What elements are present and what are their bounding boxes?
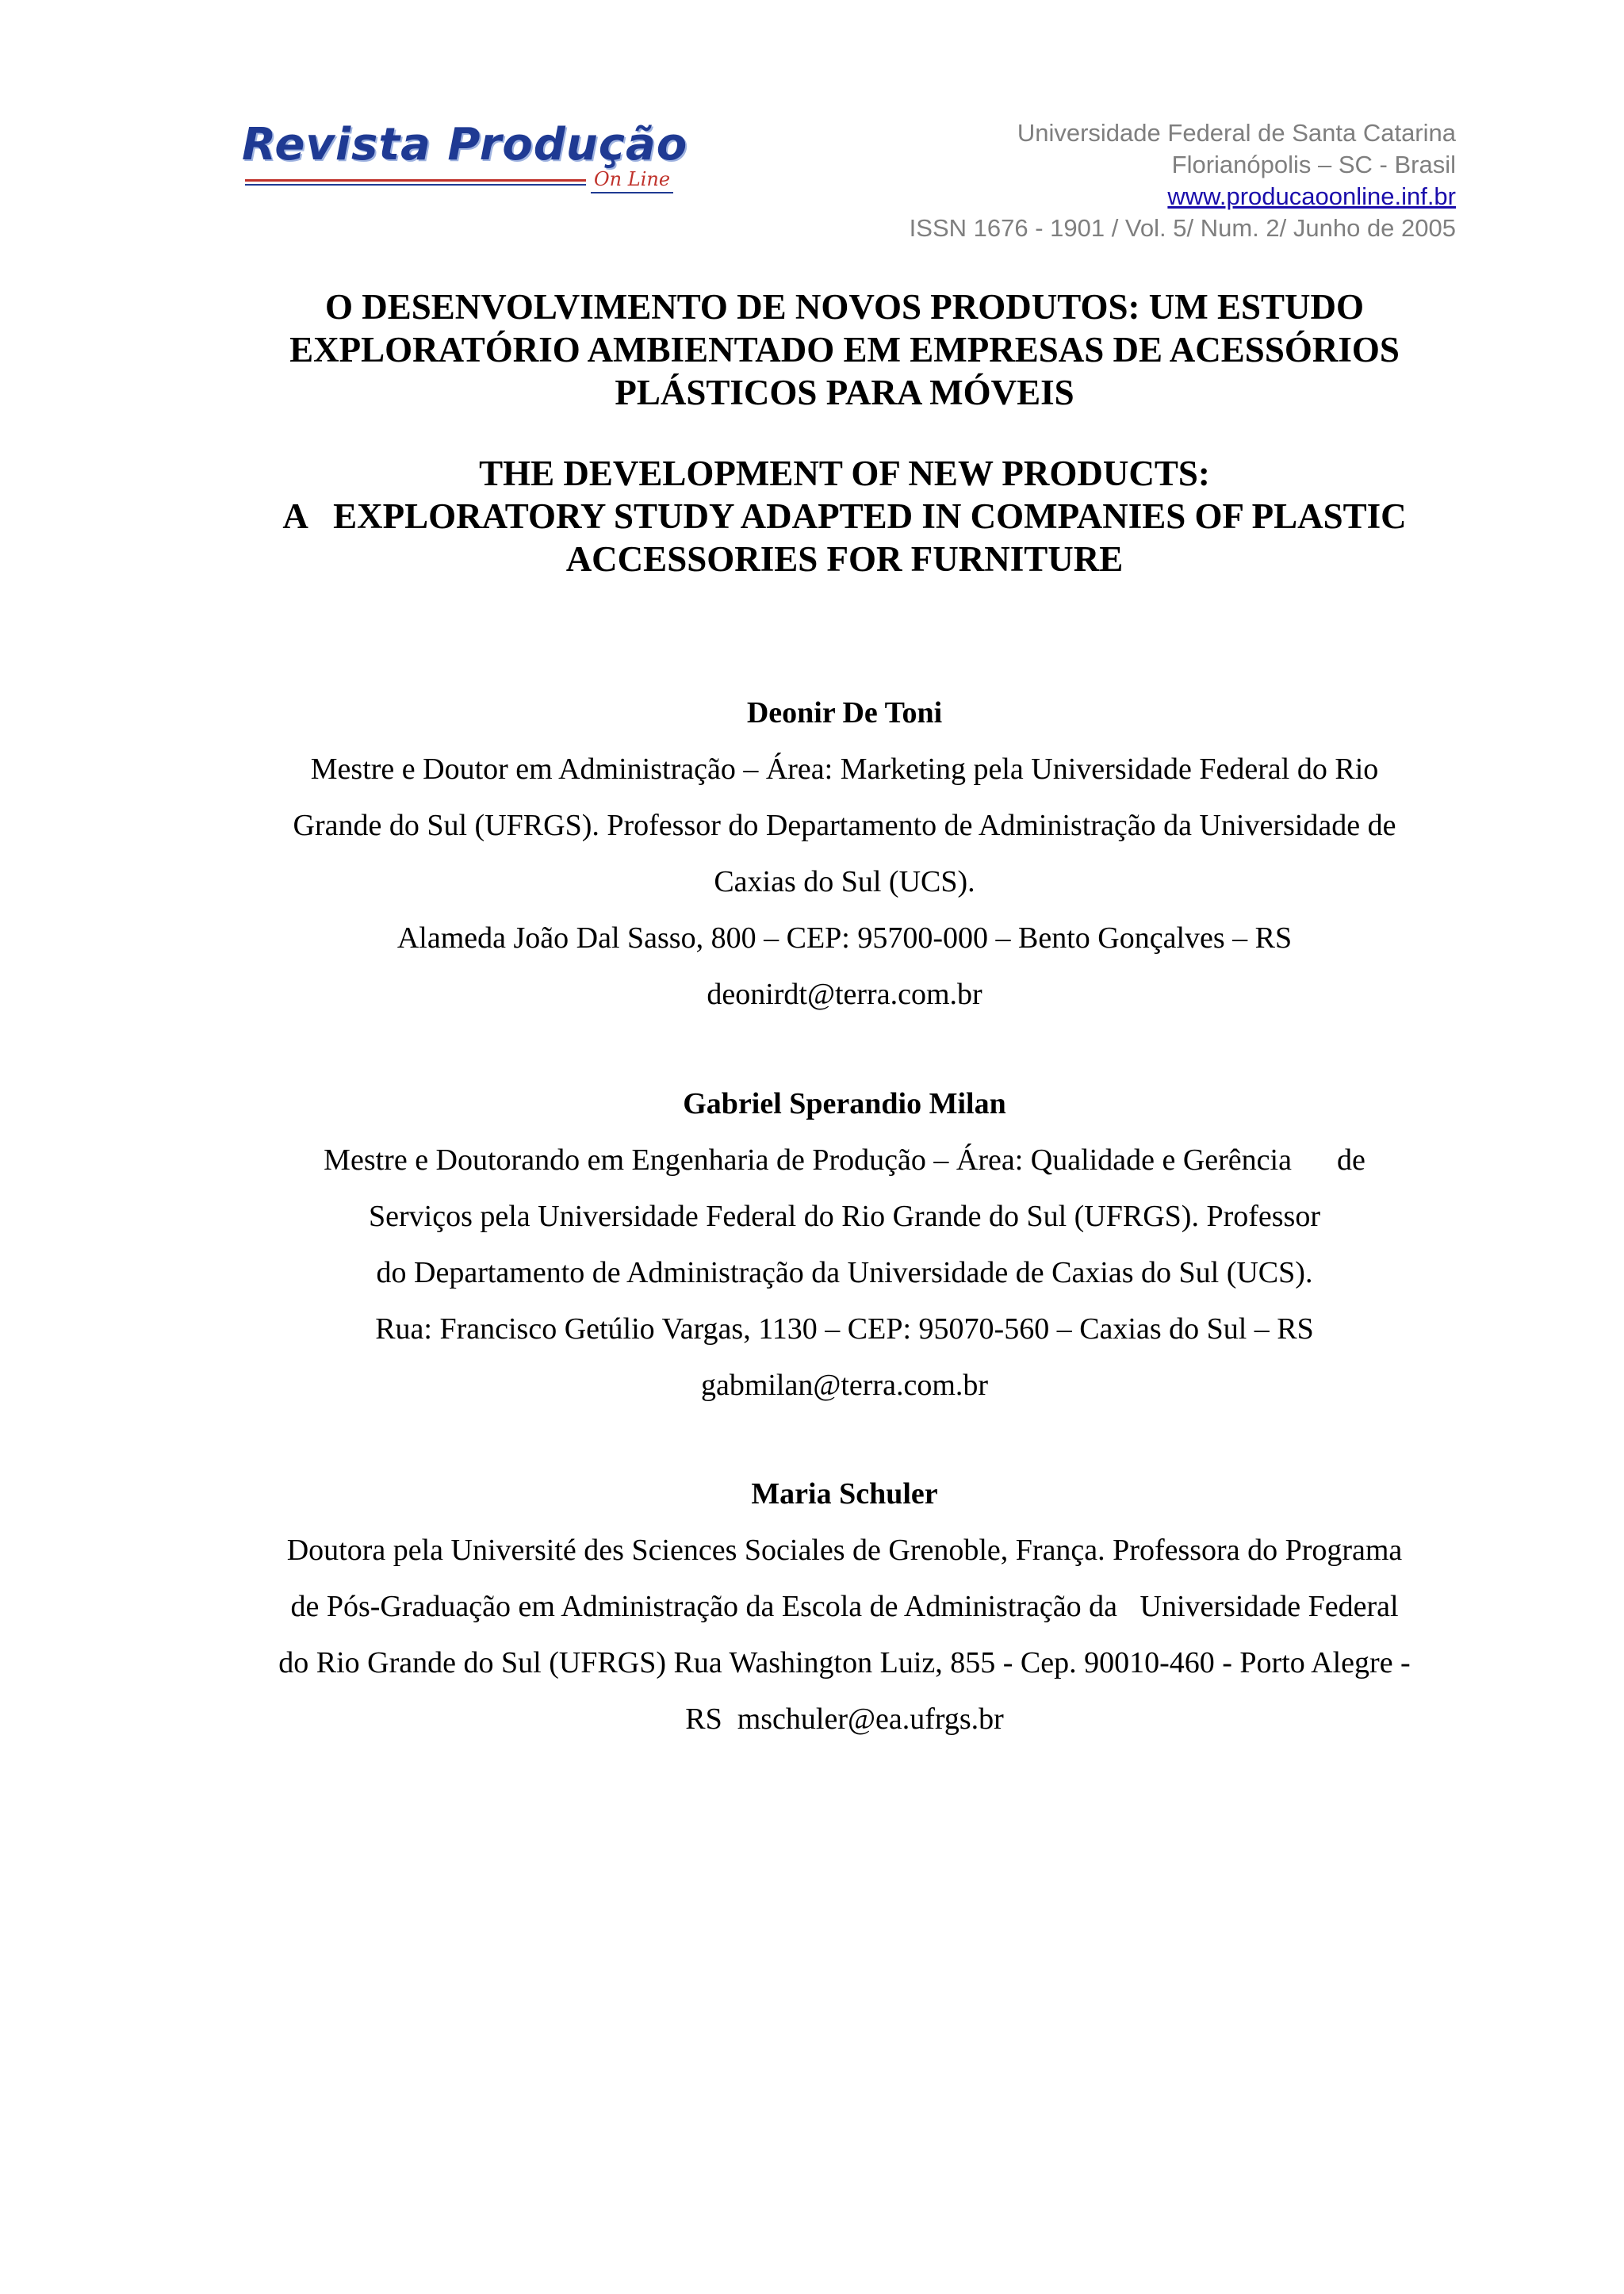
author-affiliation-line: Mestre e Doutorando em Engenharia de Produção – Área: Qualidade e Gerência de <box>324 1143 1365 1177</box>
author-email: RS mschuler@ea.ufrgs.br <box>685 1702 1004 1736</box>
author-address-line: Rua: Francisco Getúlio Vargas, 1130 – CEP: 95070-560 – Caxias do Sul – RS <box>375 1312 1314 1346</box>
title-portuguese <box>206 285 1483 414</box>
title-pt-line: PLÁSTICOS PARA MÓVEIS <box>615 373 1074 412</box>
author-block <box>206 1466 1483 1748</box>
institution: Universidade Federal de Santa Catarina <box>1017 119 1456 147</box>
author-block <box>206 1076 1483 1414</box>
author-email: gabmilan@terra.com.br <box>700 1369 989 1402</box>
title-english <box>206 452 1483 580</box>
logo-subtitle: On Line <box>591 168 673 193</box>
logo-underline-red <box>245 179 586 182</box>
author-name: Maria Schuler <box>751 1477 938 1511</box>
author-affiliation-line: Caxias do Sul (UCS). <box>714 865 975 898</box>
author-name: Gabriel Sperandio Milan <box>683 1087 1006 1120</box>
logo-text: Revista Produção <box>242 119 688 170</box>
author-affiliation-line: do Rio Grande do Sul (UFRGS) Rua Washington Luiz, 855 - Cep. 90010-460 - Porto Alegre - <box>278 1646 1411 1679</box>
title-en-line: THE DEVELOPMENT OF NEW PRODUCTS: <box>479 454 1210 493</box>
issn: ISSN 1676 - 1901 / Vol. 5/ Num. 2/ Junho de 2005 <box>909 214 1456 242</box>
journal-logo <box>242 119 686 206</box>
website-link[interactable]: www.producaoonline.inf.br <box>1167 182 1456 210</box>
author-block <box>206 685 1483 1023</box>
location: Florianópolis – SC - Brasil <box>1171 151 1456 178</box>
author-affiliation-line: Serviços pela Universidade Federal do Rio Grande do Sul (UFRGS). Professor <box>369 1200 1320 1233</box>
author-affiliation-line: Grande do Sul (UFRGS). Professor do Departamento de Administração da Universidade de <box>293 809 1396 842</box>
author-address-line: Alameda João Dal Sasso, 800 – CEP: 95700-000 – Bento Gonçalves – RS <box>396 921 1293 955</box>
author-affiliation-line: Doutora pela Université des Sciences Sociales de Grenoble, França. Professora do Programa <box>286 1534 1403 1567</box>
journal-header-info <box>910 117 1456 244</box>
title-pt-line: O DESENVOLVIMENTO DE NOVOS PRODUTOS: UM ESTUDO <box>324 287 1365 327</box>
author-affiliation-line: de Pós-Graduação em Administração da Escola de Administração da Universidade Federal <box>290 1590 1399 1623</box>
title-en-line: ACCESSORIES FOR FURNITURE <box>565 539 1124 579</box>
title-en-line: A EXPLORATORY STUDY ADAPTED IN COMPANIES OF PLASTIC <box>282 496 1407 536</box>
logo-underline-blue <box>245 184 586 186</box>
author-affiliation-line: Mestre e Doutor em Administração – Área: Marketing pela Universidade Federal do Rio <box>310 753 1379 786</box>
title-pt-line: EXPLORATÓRIO AMBIENTADO EM EMPRESAS DE ACESSÓRIOS <box>289 330 1400 370</box>
author-email: deonirdt@terra.com.br <box>707 978 982 1011</box>
author-affiliation-line: do Departamento de Administração da Universidade de Caxias do Sul (UCS). <box>376 1256 1313 1289</box>
author-name: Deonir De Toni <box>746 696 943 730</box>
